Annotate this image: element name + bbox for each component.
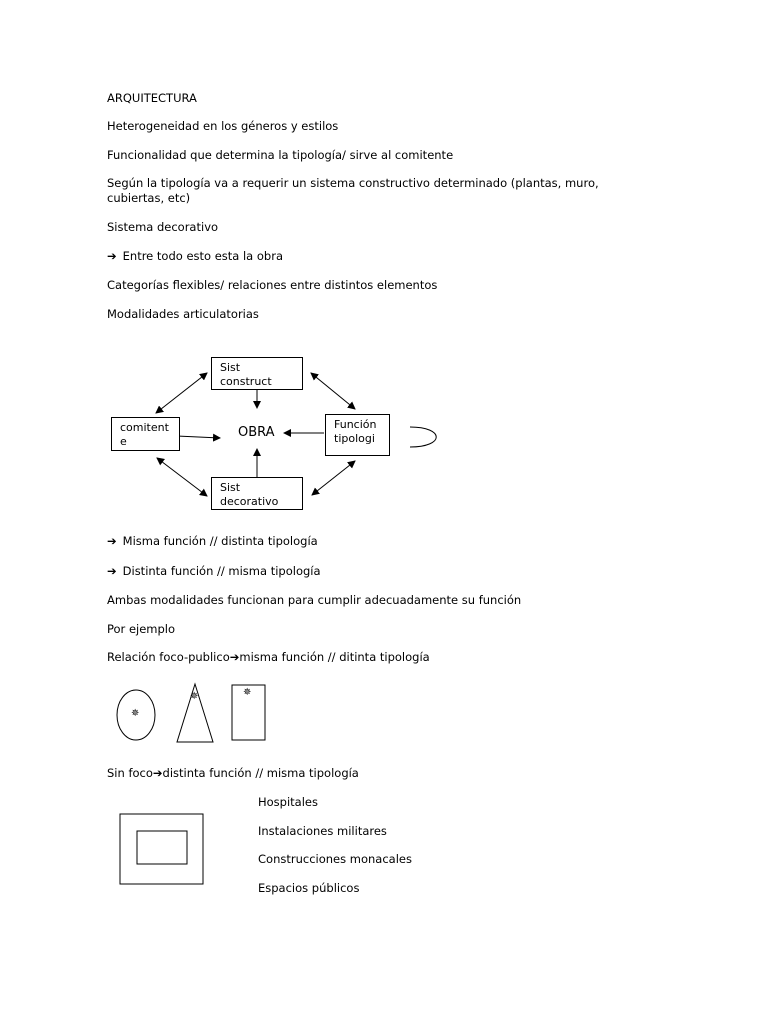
arrow-icon: ➔ xyxy=(152,766,163,780)
relacion-foco-prefix: Relación foco-publico xyxy=(107,650,230,664)
focus-star-icon: ✵ xyxy=(190,691,199,702)
box-sist-construct: Sist construct xyxy=(211,357,303,390)
sin-foco-prefix: Sin foco xyxy=(107,766,153,780)
box-sist-decorativo: Sist decorativo xyxy=(211,477,303,510)
arrow-left-bottom xyxy=(157,458,207,496)
box-comitente: comitent e xyxy=(111,417,180,451)
arrow-icon: ➔ xyxy=(107,564,117,578)
paragraph-sistema-decorativo: Sistema decorativo xyxy=(107,220,219,234)
list-item: Instalaciones militares xyxy=(258,824,387,838)
inner-rectangle-shape xyxy=(137,831,187,864)
paragraph-heterogeneidad: Heterogeneidad en los géneros y estilos xyxy=(107,119,339,133)
paragraph-distinta-funcion xyxy=(107,564,321,579)
box-funcion-tipologia: Función tipologi xyxy=(325,414,390,456)
list-item: Hospitales xyxy=(258,795,318,809)
focus-star-icon: ✵ xyxy=(131,708,140,719)
paragraph-funcionalidad: Funcionalidad que determina la tipología/ sirve al comitente xyxy=(107,148,454,162)
arrow-icon: ➔ xyxy=(229,650,240,664)
loop-arc xyxy=(410,427,436,447)
arrow-bottom-right xyxy=(312,461,355,495)
arrow-icon: ➔ xyxy=(107,249,117,263)
outer-rectangle-shape xyxy=(120,814,203,884)
paragraph-categorias: Categorías flexibles/ relaciones entre distintos elementos xyxy=(107,278,438,292)
list-item: Construcciones monacales xyxy=(258,852,412,866)
paragraph-distinta-funcion-text: Distinta función // misma tipología xyxy=(122,564,321,578)
paragraph-entre-todo-text: Entre todo esto esta la obra xyxy=(122,249,284,263)
relacion-foco-suffix: misma función // ditinta tipología xyxy=(239,650,430,664)
paragraph-ambas-modalidades: Ambas modalidades funcionan para cumplir adecuadamente su función xyxy=(107,593,522,607)
paragraph-misma-funcion xyxy=(107,534,318,549)
arrow-icon: ➔ xyxy=(107,534,117,548)
paragraph-sin-foco xyxy=(107,766,359,781)
focus-star-icon: ✵ xyxy=(243,687,252,698)
arrow-top-right xyxy=(311,373,355,409)
paragraph-relacion-foco xyxy=(107,650,430,665)
paragraph-modalidades: Modalidades articulatorias xyxy=(107,307,259,321)
list-item: Espacios públicos xyxy=(258,881,360,895)
paragraph-misma-funcion-text: Misma función // distinta tipología xyxy=(122,534,318,548)
paragraph-por-ejemplo: Por ejemplo xyxy=(107,622,176,636)
arrow-left-top xyxy=(156,373,207,413)
document-title: ARQUITECTURA xyxy=(107,91,197,105)
obra-label: OBRA xyxy=(238,425,275,440)
paragraph-segun-tipologia: Según la tipología va a requerir un sistema constructivo determinado (plantas, muro, cubiertas, etc) xyxy=(107,176,599,205)
sin-foco-suffix: distinta función // misma tipología xyxy=(162,766,359,780)
